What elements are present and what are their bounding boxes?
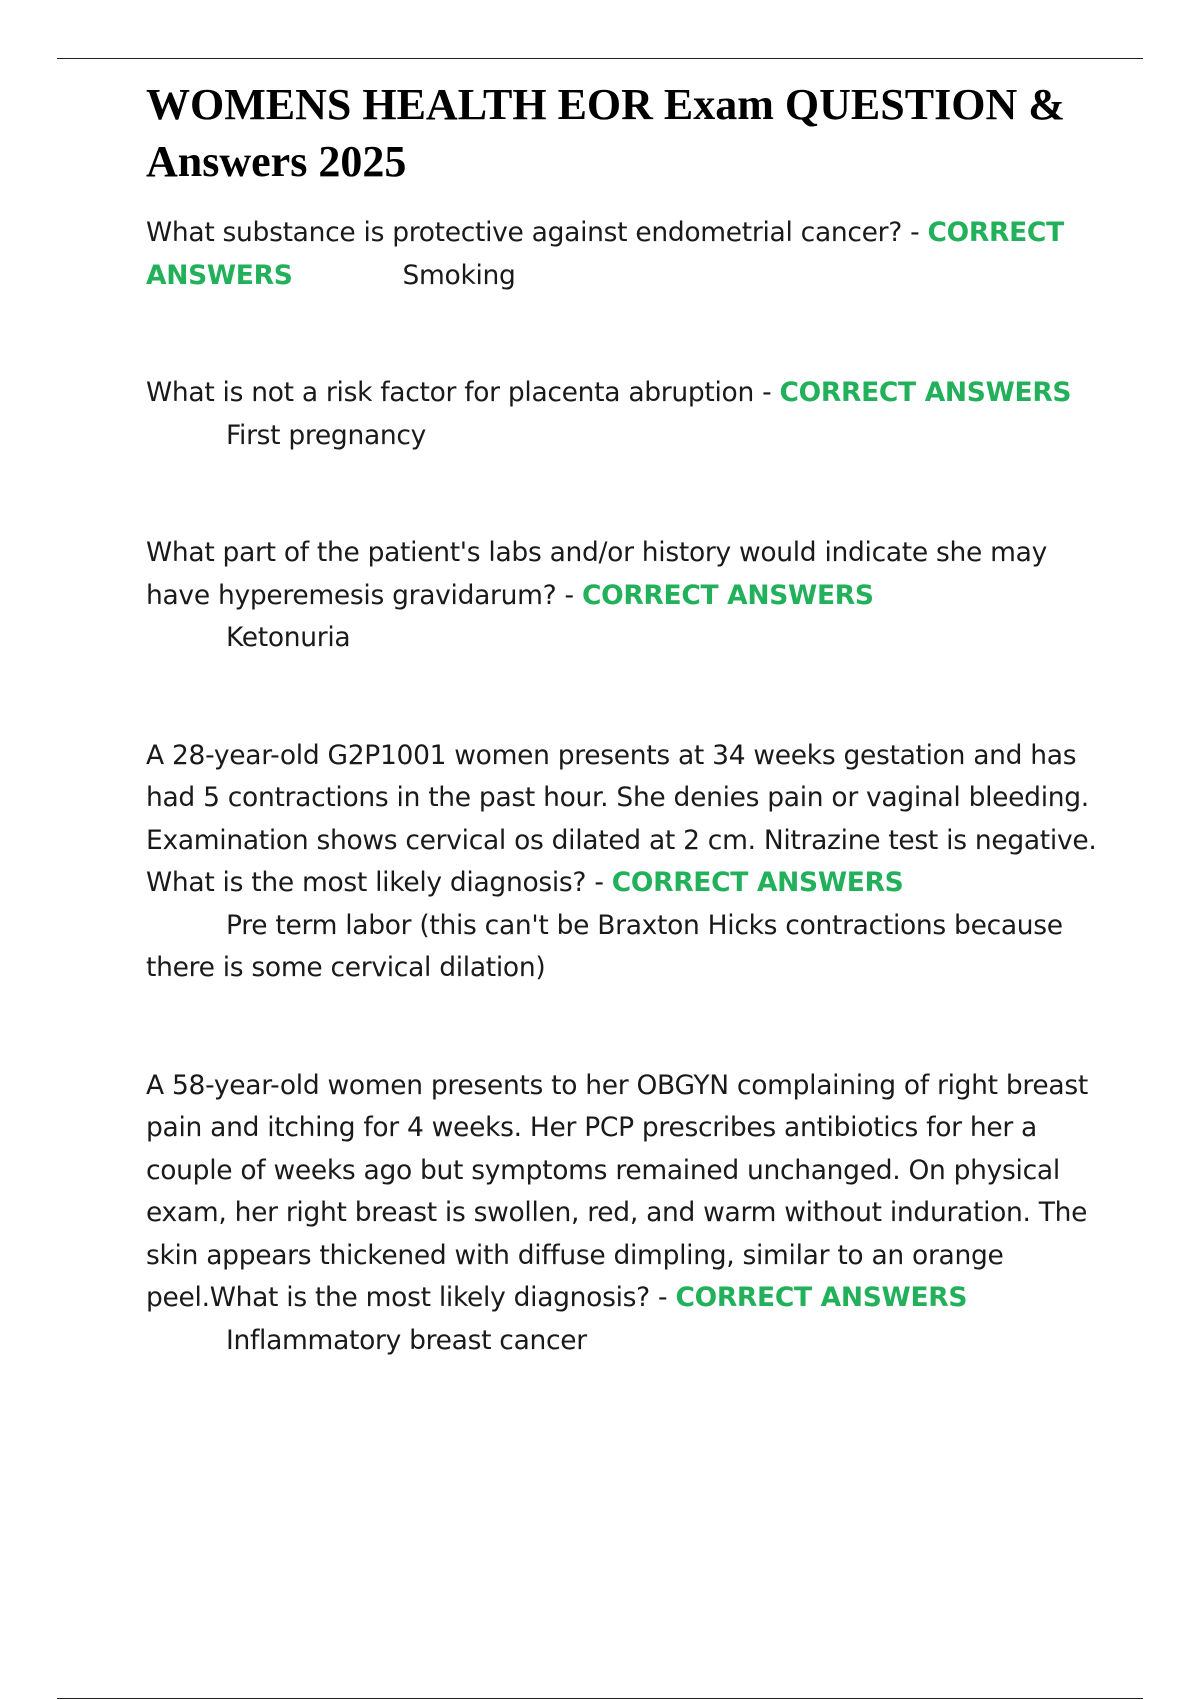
qa-item-1 bbox=[146, 212, 1106, 297]
correct-answers-label: CORRECT ANSWERS bbox=[779, 377, 1072, 408]
separator: - bbox=[556, 579, 582, 611]
qa-item-2 bbox=[146, 372, 1106, 457]
bottom-rule bbox=[57, 1698, 1143, 1699]
question-text: What is not a risk factor for placenta abruption bbox=[146, 377, 754, 408]
separator: - bbox=[586, 867, 612, 898]
document-body bbox=[146, 70, 1106, 1362]
question-text: A 58-year-old women presents to her OBGYN complaining of right breast pain and itching for 4 weeks. Her PCP prescribes antibiotics for her a couple of weeks ago but symptoms remained unchanged. On physical exam, her right breast is swollen, red, and warm without induration. The skin appears thickened with diffuse dimpling, similar to an orange peel.What is the most likely diagnosis? bbox=[146, 1069, 1088, 1313]
document-title: WOMENS HEALTH EOR Exam QUESTION & Answers 2025 bbox=[146, 80, 1065, 186]
question-text: A 28-year-old G2P1001 women presents at 34 weeks gestation and has had 5 contractions in the past hour. She denies pain or vaginal bleeding. Examination shows cervical os dilated at 2 cm. Nitrazine test is negative. What is the most likely diagnosis? bbox=[146, 739, 1097, 898]
separator: - bbox=[649, 1282, 676, 1313]
qa-item-5 bbox=[146, 1065, 1106, 1363]
question-text: What part of the patient's labs and/or history would indicate she may have hyperemesis gravidarum? bbox=[146, 537, 1047, 611]
separator: - bbox=[902, 217, 928, 248]
qa-item-4 bbox=[146, 735, 1106, 990]
answer-text: Ketonuria bbox=[226, 622, 351, 653]
separator: - bbox=[753, 377, 780, 408]
top-rule bbox=[57, 58, 1143, 59]
answer-text: Smoking bbox=[402, 259, 516, 291]
correct-answers-label: CORRECT ANSWERS bbox=[146, 217, 1064, 291]
answer-text: Pre term labor (this can't be Braxton Hicks contractions because there is some cervical dilation) bbox=[146, 909, 1063, 983]
correct-answers-label: CORRECT ANSWERS bbox=[581, 579, 874, 611]
answer-text: First pregnancy bbox=[226, 419, 427, 451]
answer-text: Inflammatory breast cancer bbox=[226, 1324, 587, 1356]
qa-item-3 bbox=[146, 532, 1106, 660]
correct-answers-label: CORRECT ANSWERS bbox=[611, 867, 904, 898]
correct-answers-label: CORRECT ANSWERS bbox=[675, 1282, 968, 1313]
question-text: What substance is protective against endometrial cancer? bbox=[146, 217, 903, 248]
